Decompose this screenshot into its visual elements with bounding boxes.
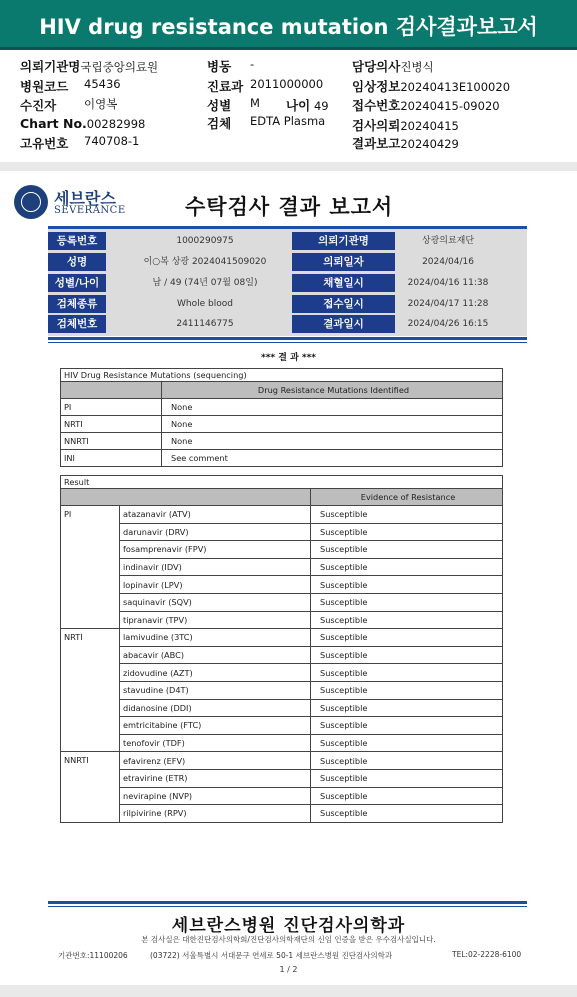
drug-class-cell: NRTI bbox=[61, 629, 120, 752]
resistance-cell: Susceptible bbox=[311, 646, 503, 664]
footer-cert: 본 검사실은 대한진단검사의학회/진단검사의학재단의 신임 인증을 받은 우수검사실입니다. bbox=[141, 935, 436, 944]
results-title: *** 결 과 *** bbox=[260, 353, 317, 363]
drug-name-cell: rilpivirine (RPV) bbox=[120, 805, 311, 823]
doctor-label: 담당의사 bbox=[352, 59, 401, 74]
resistance-cell: Susceptible bbox=[311, 593, 503, 611]
hospital-value: 국립중앙의료원 bbox=[80, 60, 159, 74]
info-value: 남 / 49 (74년 07월 08일) bbox=[152, 278, 258, 288]
resistance-cell: Susceptible bbox=[311, 523, 503, 541]
info-value: 2024/04/26 16:15 bbox=[407, 319, 489, 329]
info-value: 1000290975 bbox=[176, 236, 234, 246]
drug-name-cell: darunavir (DRV) bbox=[120, 523, 311, 541]
drug-class-cell: NRTI bbox=[61, 416, 162, 433]
info-label: 성별/나이 bbox=[48, 274, 106, 292]
sex-value: M bbox=[250, 96, 260, 110]
drug-name-cell: saquinavir (SQV) bbox=[120, 593, 311, 611]
table-row bbox=[61, 450, 503, 467]
resistance-cell: Susceptible bbox=[311, 769, 503, 787]
unique-label: 고유번호 bbox=[20, 136, 69, 151]
info-label: 검체번호 bbox=[48, 315, 106, 333]
info-value: 2024/04/17 11:28 bbox=[407, 299, 489, 309]
info-label: 등록번호 bbox=[48, 232, 106, 250]
info-label: 결과일시 bbox=[292, 315, 395, 333]
report-title: 수탁검사 결과 보고서 bbox=[185, 195, 394, 219]
age-label: 나이 bbox=[286, 98, 311, 113]
request-value: 20240415 bbox=[400, 119, 459, 133]
info-divider bbox=[48, 337, 527, 340]
drug-name-cell: efavirenz (EFV) bbox=[120, 752, 311, 770]
footer-divider-thin bbox=[48, 906, 527, 907]
info-value: 상광의료재단 bbox=[421, 236, 475, 246]
mutation-cell: None bbox=[162, 416, 503, 433]
patient-header bbox=[0, 50, 577, 162]
resistance-cell: Susceptible bbox=[311, 611, 503, 629]
report-label: 결과보고 bbox=[352, 136, 401, 151]
mutation-table-title: HIV Drug Resistance Mutations (sequencing) bbox=[61, 369, 503, 382]
doctor-value: 진병식 bbox=[400, 60, 434, 74]
evidence-col-header: Evidence of Resistance bbox=[311, 489, 503, 506]
page-number: 1 / 2 bbox=[279, 965, 298, 974]
report-banner bbox=[0, 0, 577, 50]
hospital-label: 의뢰기관명 bbox=[20, 59, 81, 74]
specimen-info-box bbox=[48, 229, 527, 336]
table-row bbox=[61, 769, 503, 787]
chart-value: 00282998 bbox=[86, 117, 146, 131]
info-label: 의뢰기관명 bbox=[292, 232, 395, 250]
report-value: 20240429 bbox=[400, 137, 459, 151]
mutation-table bbox=[60, 368, 503, 467]
logo-korean: 세브란스 bbox=[54, 189, 116, 208]
ward-value: - bbox=[250, 57, 255, 71]
footer-org-no: 기관번호:11100206 bbox=[58, 951, 128, 960]
drug-name-cell: zidovudine (AZT) bbox=[120, 664, 311, 682]
drug-name-cell: lamivudine (3TC) bbox=[120, 629, 311, 647]
drug-name-cell: tipranavir (TPV) bbox=[120, 611, 311, 629]
drug-name-cell: indinavir (IDV) bbox=[120, 558, 311, 576]
resistance-cell: Susceptible bbox=[311, 734, 503, 752]
scanned-report-page bbox=[0, 171, 577, 985]
resistance-cell: Susceptible bbox=[311, 699, 503, 717]
resistance-cell: Susceptible bbox=[311, 629, 503, 647]
table-row bbox=[61, 805, 503, 823]
table-row bbox=[61, 506, 503, 524]
footer-tel: TEL:02-2228-6100 bbox=[452, 950, 522, 959]
drug-name-cell: nevirapine (NVP) bbox=[120, 787, 311, 805]
info-label: 채혈일시 bbox=[292, 274, 395, 292]
info-label: 의뢰일자 bbox=[292, 253, 395, 271]
footer-address: (03722) 서울특별시 서대문구 연세로 50-1 세브란스병원 진단검사의학과 bbox=[150, 951, 393, 960]
info-label: 성명 bbox=[48, 253, 106, 271]
drug-name-cell: tenofovir (TDF) bbox=[120, 734, 311, 752]
table-row bbox=[61, 399, 503, 416]
info-value: 2411146775 bbox=[176, 319, 234, 329]
table-row bbox=[61, 629, 503, 647]
resistance-table-title: Result bbox=[61, 476, 503, 489]
drug-class-cell: PI bbox=[61, 399, 162, 416]
clinical-label: 임상정보 bbox=[352, 79, 401, 94]
specimen-label: 검체 bbox=[207, 116, 232, 131]
info-label: 검체종류 bbox=[48, 295, 106, 313]
table-row bbox=[61, 433, 503, 450]
table-row bbox=[61, 593, 503, 611]
mutation-cell: None bbox=[162, 433, 503, 450]
hosp-code-value: 45436 bbox=[84, 77, 121, 91]
patient-label: 수진자 bbox=[20, 98, 57, 113]
resistance-table bbox=[60, 475, 503, 823]
table-row bbox=[61, 558, 503, 576]
drug-name-cell: abacavir (ABC) bbox=[120, 646, 311, 664]
footer-org: 세브란스병원 진단검사의학과 bbox=[171, 916, 406, 936]
drug-name-cell: stavudine (D4T) bbox=[120, 681, 311, 699]
resistance-cell: Susceptible bbox=[311, 506, 503, 524]
info-label: 접수일시 bbox=[292, 295, 395, 313]
table-row bbox=[61, 787, 503, 805]
mutation-cell: None bbox=[162, 399, 503, 416]
drug-name-cell: lopinavir (LPV) bbox=[120, 576, 311, 594]
table-row bbox=[61, 664, 503, 682]
resistance-cell: Susceptible bbox=[311, 681, 503, 699]
table-row bbox=[61, 541, 503, 559]
mutation-col-header: Drug Resistance Mutations Identified bbox=[162, 382, 503, 399]
receipt-label: 접수번호 bbox=[352, 98, 401, 113]
mutation-cell: See comment bbox=[162, 450, 503, 467]
request-label: 검사의뢰 bbox=[352, 118, 401, 133]
receipt-value: 20240415-09020 bbox=[400, 99, 500, 113]
table-row bbox=[61, 734, 503, 752]
table-row bbox=[61, 611, 503, 629]
drug-name-cell: didanosine (DDI) bbox=[120, 699, 311, 717]
resistance-cell: Susceptible bbox=[311, 576, 503, 594]
table-row bbox=[61, 752, 503, 770]
drug-name-cell: atazanavir (ATV) bbox=[120, 506, 311, 524]
ward-label: 병동 bbox=[207, 59, 232, 74]
severance-seal-icon bbox=[14, 185, 48, 219]
age-value: 49 bbox=[313, 99, 329, 113]
specimen-value: EDTA Plasma bbox=[250, 114, 326, 128]
resistance-cell: Susceptible bbox=[311, 805, 503, 823]
table-row bbox=[61, 646, 503, 664]
logo-english: SEVERANCE bbox=[54, 205, 126, 216]
info-value: 2024/04/16 bbox=[422, 257, 474, 267]
unique-value: 740708-1 bbox=[84, 134, 140, 148]
info-value: 2024/04/16 11:38 bbox=[407, 278, 489, 288]
footer-divider bbox=[48, 901, 527, 904]
drug-class-cell: NNRTI bbox=[61, 433, 162, 450]
patient-value: 이영복 bbox=[84, 97, 118, 111]
sex-label: 성별 bbox=[207, 98, 232, 113]
banner-title: HIV drug resistance mutation 검사결과보고서 bbox=[39, 15, 538, 39]
drug-class-cell: PI bbox=[61, 506, 120, 629]
table-row bbox=[61, 699, 503, 717]
resistance-cell: Susceptible bbox=[311, 664, 503, 682]
info-value: 이○복 상광 2024041509020 bbox=[143, 257, 267, 267]
table-row bbox=[61, 416, 503, 433]
drug-class-cell: INI bbox=[61, 450, 162, 467]
info-value: Whole blood bbox=[177, 299, 233, 309]
drug-class-cell: NNRTI bbox=[61, 752, 120, 822]
table-row bbox=[61, 717, 503, 735]
severance-logo bbox=[14, 185, 124, 219]
resistance-cell: Susceptible bbox=[311, 558, 503, 576]
clinical-value: 20240413E100020 bbox=[400, 80, 511, 94]
table-row bbox=[61, 681, 503, 699]
chart-label: Chart No. bbox=[20, 116, 87, 131]
info-divider-thin bbox=[48, 342, 527, 343]
resistance-cell: Susceptible bbox=[311, 717, 503, 735]
resistance-cell: Susceptible bbox=[311, 541, 503, 559]
drug-name-cell: fosamprenavir (FPV) bbox=[120, 541, 311, 559]
drug-name-cell: etravirine (ETR) bbox=[120, 769, 311, 787]
resistance-cell: Susceptible bbox=[311, 787, 503, 805]
table-row bbox=[61, 523, 503, 541]
dept-value: 2011000000 bbox=[250, 77, 324, 91]
dept-label: 진료과 bbox=[207, 79, 244, 94]
drug-name-cell: emtricitabine (FTC) bbox=[120, 717, 311, 735]
table-row bbox=[61, 576, 503, 594]
hosp-code-label: 병원코드 bbox=[20, 79, 69, 94]
resistance-cell: Susceptible bbox=[311, 752, 503, 770]
